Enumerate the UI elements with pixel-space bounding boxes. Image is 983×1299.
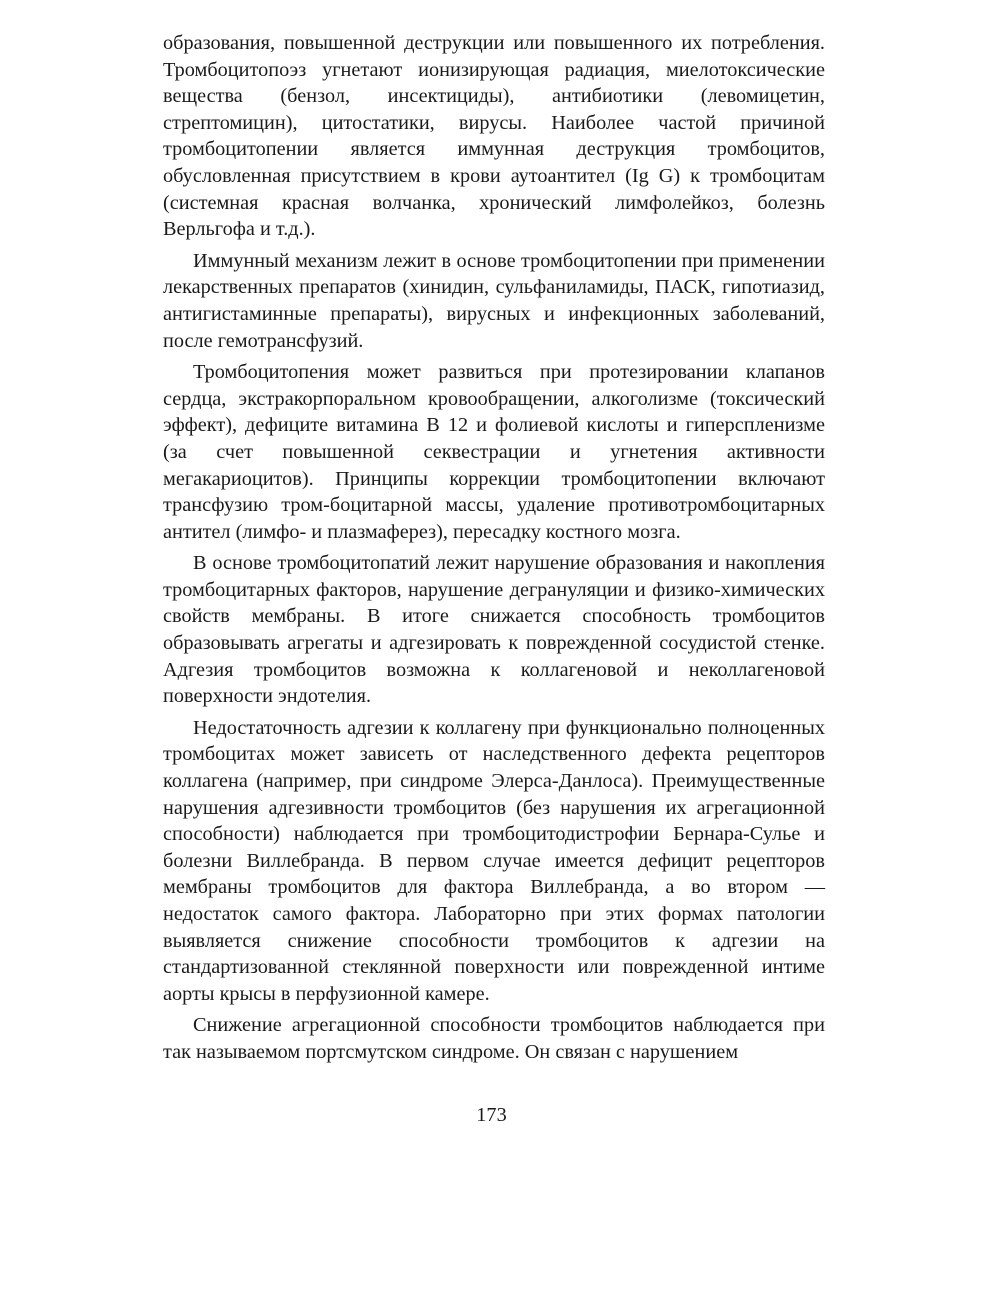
paragraph: Снижение агрегационной способности тромбоцитов наблюдается при так называемом портсмутском синдроме. Он связан с нарушением [163, 1014, 825, 1063]
paragraph: Тромбоцитопения может развиться при протезировании клапанов сердца, экстракорпоральном кровообращении, алкоголизме (токсический эффект), дефиците витамина В 12 и фолиевой кислоты и гиперспленизме (за счет повышенной секвестрации и угнетения активности мегакариоцитов). Принципы коррекции тромбоцитопении включают трансфузию тром-боцитарной массы, удаление противотромбоцитарных антител (лимфо- и плазмаферез), пересадку костного мозга. [163, 361, 825, 543]
document-page [163, 30, 825, 1066]
paragraph: В основе тромбоцитопатий лежит нарушение образования и накопления тромбоцитарных факторов, нарушение дегрануляции и физико-химических свойств мембраны. В итоге снижается способность тромбоцитов образовывать агрегаты и адгезировать к поврежденной сосудистой стенке. Адгезия тромбоцитов возможна к коллагеновой и неколлагеновой поверхности эндотелия. [163, 552, 825, 708]
paragraph: образования, повышенной деструкции или повышенного их потребления. Тромбоцитопоэз угнетают ионизирующая радиация, миелотоксические вещества (бензол, инсектициды), антибиотики (левомицетин, стрептомицин), цитостатики, вирусы. Наиболее частой причиной тромбоцитопении является иммунная деструкция тромбоцитов, обусловленная присутствием в крови аутоантител (Ig G) к тромбоцитам (системная красная волчанка, хронический лимфолейкоз, болезнь Верльгофа и т.д.). [163, 32, 825, 241]
paragraph: Иммунный механизм лежит в основе тромбоцитопении при применении лекарственных препаратов (хинидин, сульфаниламиды, ПАСК, гипотиазид, антигистаминные препараты), вирусных и инфекционных заболеваний, после гемотрансфузий. [163, 249, 825, 352]
paragraph: Недостаточность адгезии к коллагену при функционально полноценных тромбоцитах может зависеть от наследственного дефекта рецепторов коллагена (например, при синдроме Элерса-Данлоса). Преимущественные нарушения адгезивности тромбоцитов (без нарушения их агрегационной способности) наблюдается при тромбоцитодистрофии Бернара-Сулье и болезни Виллебранда. В первом случае имеется дефицит рецепторов мембраны тромбоцитов для фактора Виллебранда, а во втором — недостаток самого фактора. Лабораторно при этих формах патологии выявляется снижение способности тромбоцитов к адгезии на стандартизованной стеклянной поверхности или поврежденной интиме аорты крысы в перфузионной камере. [163, 716, 825, 1005]
page-number: 173 [476, 1104, 507, 1126]
